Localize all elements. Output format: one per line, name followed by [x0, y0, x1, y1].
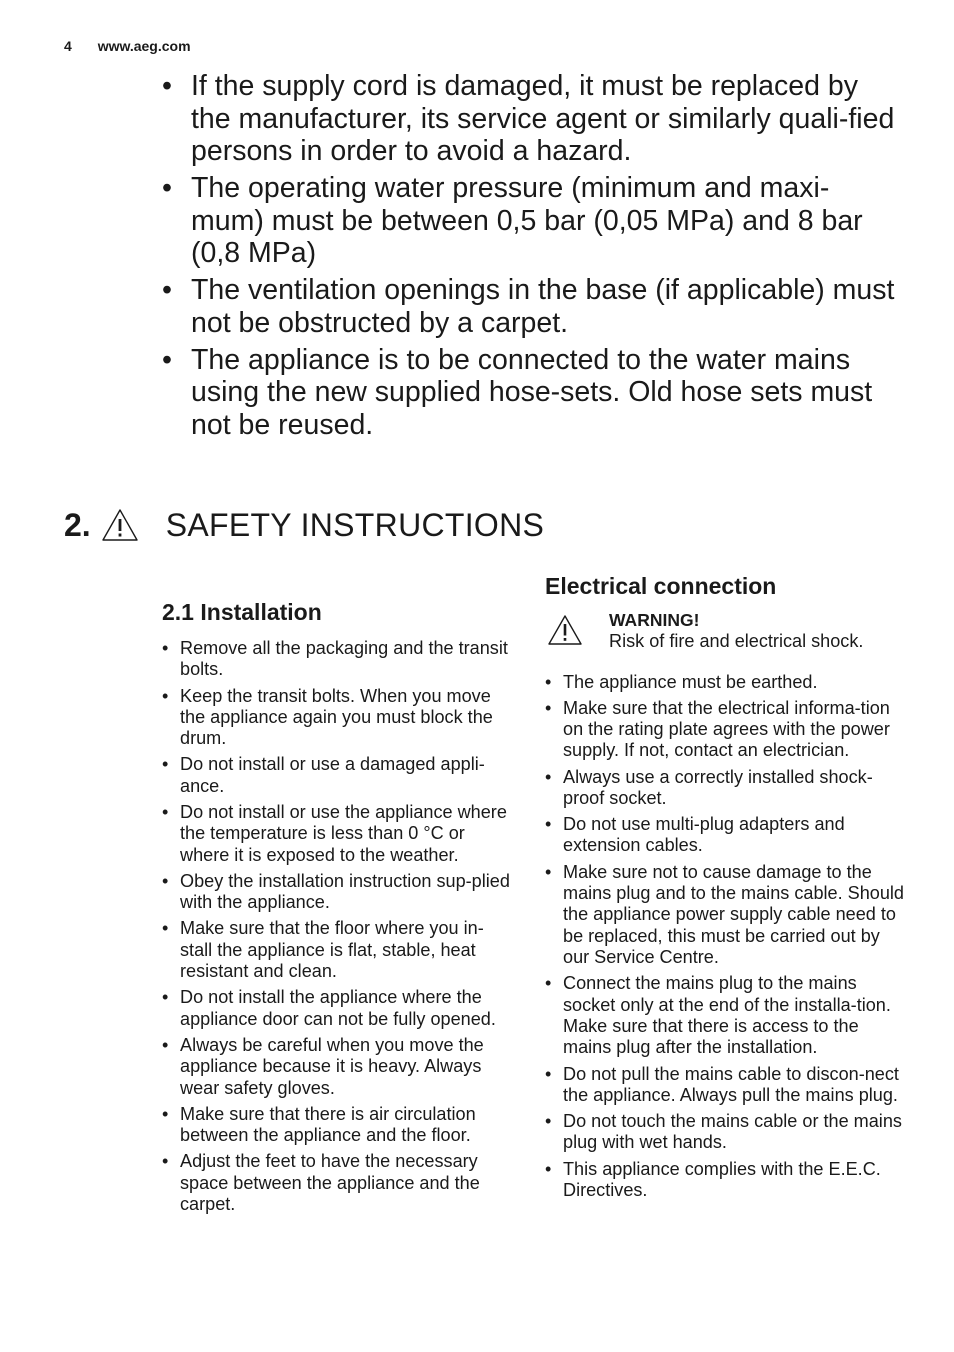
- list-item: • Obey the installation instruction sup-plied with the appliance.: [162, 871, 512, 914]
- section-heading: [64, 500, 544, 550]
- list-item: • Do not install or use the appliance where the temperature is less than 0 °C or where it is exposed to the weather.: [162, 802, 512, 866]
- list-item: • If the supply cord is damaged, it must be replaced by the manufacturer, its service agent or similarly quali-fied persons in order to avoid a hazard.: [162, 70, 902, 168]
- installation-heading: [162, 596, 512, 628]
- list-item: • Do not use multi-plug adapters and extension cables.: [545, 814, 905, 857]
- list-item: • Make sure that the electrical informa-tion on the rating plate agrees with the power supply. If not, contact an electrician.: [545, 698, 905, 762]
- list-item: • Always use a correctly installed shock-proof socket.: [545, 767, 905, 810]
- warning-triangle-icon: [101, 508, 139, 542]
- list-item: • Do not touch the mains cable or the mains plug with wet hands.: [545, 1111, 905, 1154]
- list-item: • Do not install the appliance where the appliance door can not be fully opened.: [162, 987, 512, 1030]
- list-item: • Keep the transit bolts. When you move the appliance again you must block the drum.: [162, 686, 512, 750]
- warning-box: [545, 610, 905, 653]
- section-title: SAFETY INSTRUCTIONS: [165, 506, 545, 543]
- list-item: • The operating water pressure (minimum and maxi-mum) must be between 0,5 bar (0,05 MPa) and 8 bar (0,8 MPa): [162, 172, 902, 270]
- list-item: • The appliance is to be connected to the water mains using the new supplied hose-sets. Old hose sets must not be reused.: [162, 344, 902, 442]
- list-item: • Make sure that there is air circulation between the appliance and the floor.: [162, 1104, 512, 1147]
- page-number: 4: [64, 38, 72, 54]
- list-item: • This appliance complies with the E.E.C. Directives.: [545, 1159, 905, 1202]
- list-item: • The appliance must be earthed.: [545, 672, 905, 693]
- electrical-column: [545, 570, 905, 1206]
- list-item: • Do not install or use a damaged appli-ance.: [162, 754, 512, 797]
- list-item: • Do not pull the mains cable to discon-nect the appliance. Always pull the mains plug.: [545, 1064, 905, 1107]
- list-item: • The ventilation openings in the base (if applicable) must not be obstructed by a carpet.: [162, 274, 902, 339]
- list-item: • Connect the mains plug to the mains socket only at the end of the installa-tion. Make sure that there is access to the mains plug after the installation.: [545, 973, 905, 1059]
- electrical-heading: Electrical connection: [545, 573, 777, 599]
- list-item: • Always be careful when you move the appliance because it is heavy. Always wear safety gloves.: [162, 1035, 512, 1099]
- list-item: • Adjust the feet to have the necessary space between the appliance and the carpet.: [162, 1151, 512, 1215]
- top-bullet-list: [162, 70, 902, 446]
- list-item: • Remove all the packaging and the transit bolts.: [162, 638, 512, 681]
- installation-list: [162, 638, 512, 1215]
- section-number: 2.: [64, 506, 91, 543]
- warning-title: WARNING!: [609, 610, 700, 630]
- subsection-title: Installation: [200, 599, 322, 625]
- installation-column: [162, 596, 512, 1220]
- subsection-number: 2.1: [162, 599, 194, 625]
- electrical-list: [545, 672, 905, 1202]
- list-item: • Make sure that the floor where you in-stall the appliance is flat, stable, heat resistant and clean.: [162, 918, 512, 982]
- list-item: • Make sure not to cause damage to the mains plug and to the mains cable. Should the appliance power supply cable need to be replaced, this must be carried out by our Service Centre.: [545, 862, 905, 969]
- page-header: [64, 38, 191, 54]
- website-link[interactable]: www.aeg.com: [97, 38, 191, 54]
- warning-triangle-icon: [547, 614, 583, 646]
- warning-text: Risk of fire and electrical shock.: [609, 631, 864, 651]
